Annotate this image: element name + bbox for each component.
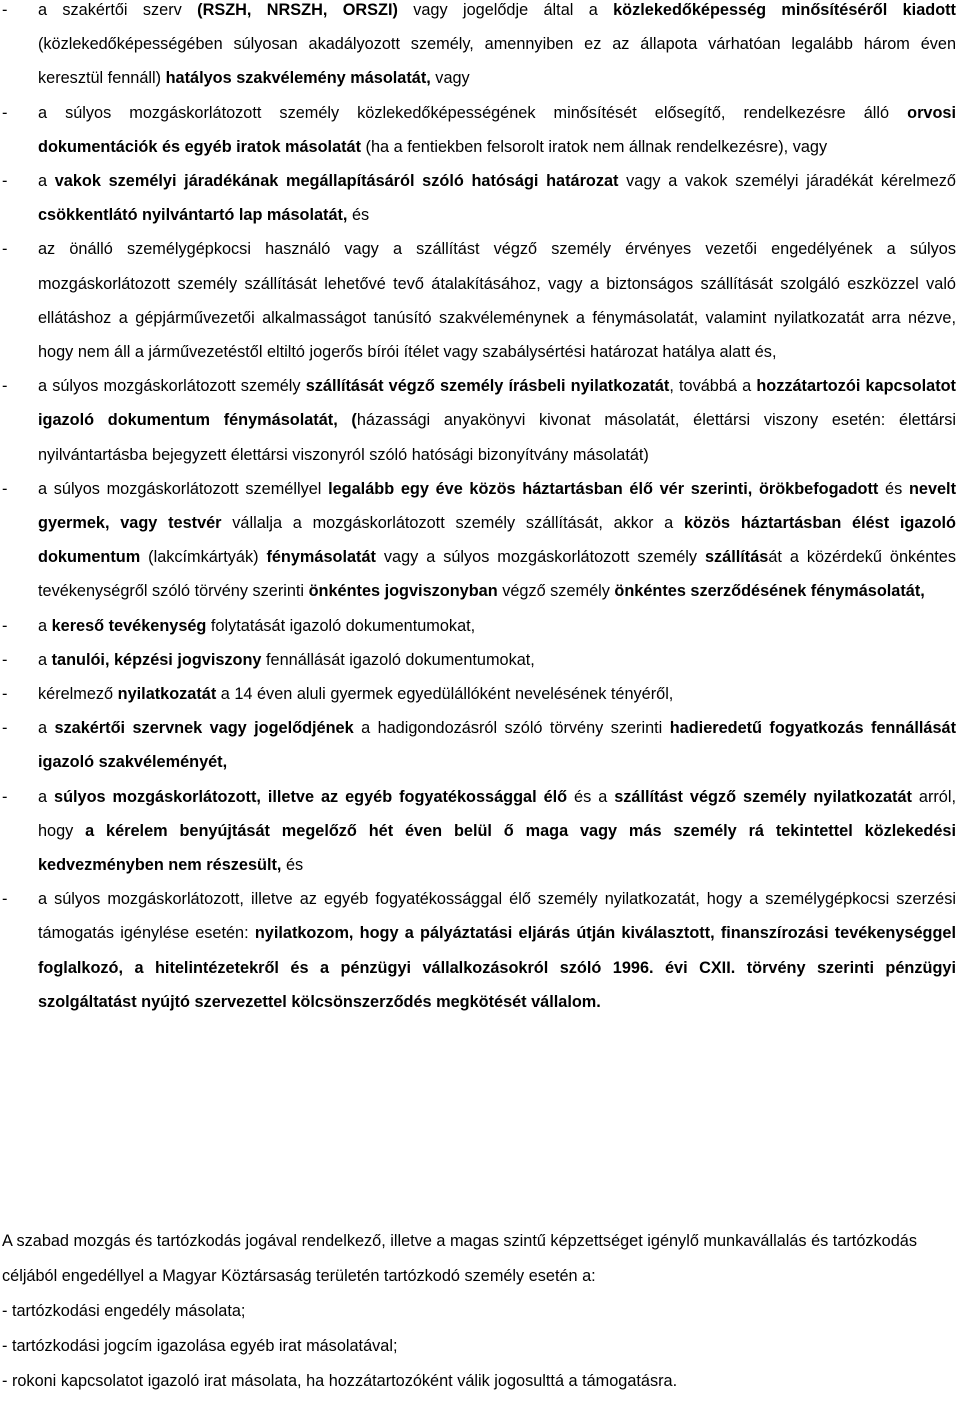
text-segment: vállalja a mozgáskorlátozott személy szállítását, akkor a bbox=[221, 514, 684, 533]
bold-text-segment: kereső tevékenység bbox=[51, 616, 207, 635]
list-item: - tartózkodási engedély másolata; bbox=[2, 1302, 246, 1320]
list-item bbox=[0, 677, 960, 711]
text-segment: végző személy bbox=[497, 582, 615, 601]
bold-text-segment: súlyos mozgáskorlátozott, illetve az egyéb fogyatékossággal élő bbox=[54, 787, 568, 806]
list-item bbox=[0, 780, 960, 883]
bold-text-segment: hozzátartozói kapcsolatot igazoló dokumentum fénymásolatát, ( bbox=[38, 377, 956, 430]
bold-text-segment: szállítását végző személy írásbeli nyilatkozatát bbox=[305, 377, 670, 396]
bold-text-segment: szakértői szervnek vagy jogelődjének bbox=[54, 719, 354, 738]
bold-text-segment: (RSZH, NRSZH, ORSZI) bbox=[197, 1, 398, 19]
list-bullet-dash: - bbox=[2, 240, 8, 259]
bold-text-segment: szállítás bbox=[704, 548, 769, 567]
list-item bbox=[0, 472, 960, 609]
list-bullet-dash: - bbox=[2, 685, 8, 704]
bold-text-segment: közös háztartásban élést igazoló dokumentum bbox=[38, 514, 956, 567]
text-segment: arról, hogy bbox=[38, 787, 956, 840]
text-segment: vagy a vakok személyi járadékát kérelmező bbox=[618, 172, 956, 191]
text-segment: vagy jogelődje által a bbox=[397, 1, 614, 19]
text-segment: kérelmező bbox=[38, 685, 118, 704]
text-segment: házassági anyakönyvi kivonat másolatát, élettársi viszony esetén: élettársi nyilvántartásba bejegyzett élettársi viszonyról szóló hatósági bizonyítvány másolatát) bbox=[38, 411, 957, 464]
bold-text-segment: nevelt gyermek, vagy testvér bbox=[38, 479, 956, 533]
list-bullet-dash: - bbox=[2, 616, 8, 635]
list-item bbox=[0, 164, 960, 232]
text-segment: fennállását igazoló dokumentumokat, bbox=[261, 650, 535, 669]
text-segment: és a bbox=[567, 787, 615, 806]
list-item bbox=[0, 0, 960, 96]
text-segment: a bbox=[38, 172, 55, 191]
bold-text-segment: hatályos szakvélemény másolatát, bbox=[165, 69, 431, 88]
bold-text-segment: csökkentlátó nyilvántartó lap másolatát, bbox=[38, 206, 348, 225]
list-item bbox=[0, 232, 960, 369]
text-segment: vagy a súlyos mozgáskorlátozott személy bbox=[375, 548, 705, 567]
list-item bbox=[0, 643, 960, 677]
text-segment: a súlyos mozgáskorlátozott személlyel bbox=[38, 479, 329, 498]
bold-text-segment: nyilatkozom, hogy a pályáztatási eljárás útján kiválasztott, finanszírozási tevékenységgel foglalkozó, a hitelintézetekről és a pénzügyi vállalkozásokról szóló 1996. évi CXII. törvény szerinti pénzügyi szolgáltatást nyújtó szervezettel kölcsönszerződés megkötését vállalom. bbox=[38, 924, 956, 1011]
bold-text-segment: önkéntes jogviszonyban bbox=[308, 582, 498, 601]
bold-text-segment: fénymásolatát bbox=[266, 548, 376, 567]
text-segment: (közlekedőképességében súlyosan akadályozott személy, amennyiben ez az állapota várhatóan legalább három éven keresztül fennáll) bbox=[38, 35, 956, 88]
text-segment: folytatását igazoló dokumentumokat, bbox=[206, 616, 476, 635]
bold-text-segment: hadieredetű fogyatkozás fennállását igazoló szakvéleményét, bbox=[38, 719, 956, 772]
foreign-residents-section bbox=[2, 1224, 952, 1399]
bold-text-segment: közlekedőképesség minősítéséről kiadott bbox=[613, 1, 956, 19]
text-segment: (lakcímkártyák) bbox=[140, 548, 267, 567]
list-bullet-dash: - bbox=[2, 650, 8, 669]
list-item bbox=[0, 711, 960, 779]
section-intro-paragraph: A szabad mozgás és tartózkodás jogával rendelkező, illetve a magas szintű képzettséget igénylő munkavállalás és tartózkodás céljából engedéllyel a Magyar Köztársaság területén tartózkodó személy esetén a: bbox=[2, 1232, 917, 1285]
list-item bbox=[0, 369, 960, 472]
bold-text-segment: szállítást végző személy nyilatkozatát bbox=[614, 787, 912, 806]
list-item bbox=[0, 96, 960, 164]
list-bullet-dash: - bbox=[2, 479, 8, 498]
text-segment: és bbox=[878, 479, 909, 498]
text-segment: a 14 éven aluli gyermek egyedülállóként nevelésének tényéről, bbox=[216, 685, 674, 704]
text-segment: a bbox=[38, 719, 55, 738]
bold-text-segment: nyilatkozatát bbox=[117, 685, 217, 704]
text-segment: és bbox=[347, 206, 370, 225]
text-segment: vagy bbox=[430, 69, 470, 88]
bold-text-segment: a kérelem benyújtását megelőző hét éven belül ő maga vagy más személy rá tekintettel közlekedési kedvezményben nem részesült, bbox=[38, 821, 956, 875]
text-segment: (ha a fentiekben felsorolt iratok nem állnak rendelkezésre), vagy bbox=[361, 137, 828, 156]
bold-text-segment: önkéntes szerződésének fénymásolatát, bbox=[614, 582, 925, 601]
list-bullet-dash: - bbox=[2, 787, 8, 806]
bold-text-segment: vakok személyi járadékának megállapításáról szóló hatósági határozat bbox=[54, 172, 619, 191]
text-segment: a súlyos mozgáskorlátozott személy közlekedőképességének minősítését elősegítő, rendelkezésre álló bbox=[38, 103, 908, 122]
bold-text-segment: tanulói, képzési jogviszony bbox=[51, 650, 262, 669]
list-bullet-dash: - bbox=[2, 1, 8, 19]
list-item: - tartózkodási jogcím igazolása egyéb irat másolatával; bbox=[2, 1337, 398, 1355]
text-segment: a bbox=[38, 787, 55, 806]
text-segment: a bbox=[38, 650, 52, 669]
list-item: - rokoni kapcsolatot igazoló irat másolata, ha hozzátartozóként válik jogosulttá a támogatásra. bbox=[2, 1372, 678, 1390]
list-bullet-dash: - bbox=[2, 377, 8, 396]
text-segment: az önálló személygépkocsi használó vagy a szállítást végző személy érvényes vezetői engedélyének a súlyos mozgáskorlátozott személy szállítását lehetővé tevő átalakításához, vagy a biztonságos szállítását szolgáló eszközzel való ellátáshoz a gépjárművezetői alkalmasságot tanúsító szakvéleménynek a fénymásolatát, valamint nyilatkozatát arra nézve, hogy nem áll a járművezetéstől eltiltó jogerős bírói ítélet vagy szabálysértési határozat hatálya alatt és, bbox=[38, 240, 956, 362]
list-item bbox=[0, 609, 960, 643]
text-segment: a súlyos mozgáskorlátozott, illetve az egyéb fogyatékossággal élő személy nyilatkozatát, hogy a személygépkocsi szerzési támogatás igénylése esetén: bbox=[38, 890, 956, 943]
text-segment: és bbox=[281, 856, 304, 875]
bold-text-segment: orvosi dokumentációk és egyéb iratok másolatát bbox=[38, 103, 956, 156]
text-segment: át a közérdekű önkéntes tevékenységről szóló törvény szerinti bbox=[38, 548, 956, 601]
list-bullet-dash: - bbox=[2, 172, 8, 191]
text-segment: a súlyos mozgáskorlátozott személy bbox=[38, 377, 306, 396]
text-segment: a bbox=[38, 616, 52, 635]
list-bullet-dash: - bbox=[2, 103, 8, 122]
list-item bbox=[0, 882, 960, 1019]
bold-text-segment: legalább egy éve közös háztartásban élő vér szerinti, örökbefogadott bbox=[328, 479, 879, 498]
list-bullet-dash: - bbox=[2, 719, 8, 738]
text-segment: , továbbá a bbox=[669, 377, 757, 396]
text-segment: a hadigondozásról szóló törvény szerinti bbox=[353, 719, 670, 738]
text-segment: a szakértői szerv bbox=[38, 1, 198, 19]
list-bullet-dash: - bbox=[2, 890, 8, 909]
